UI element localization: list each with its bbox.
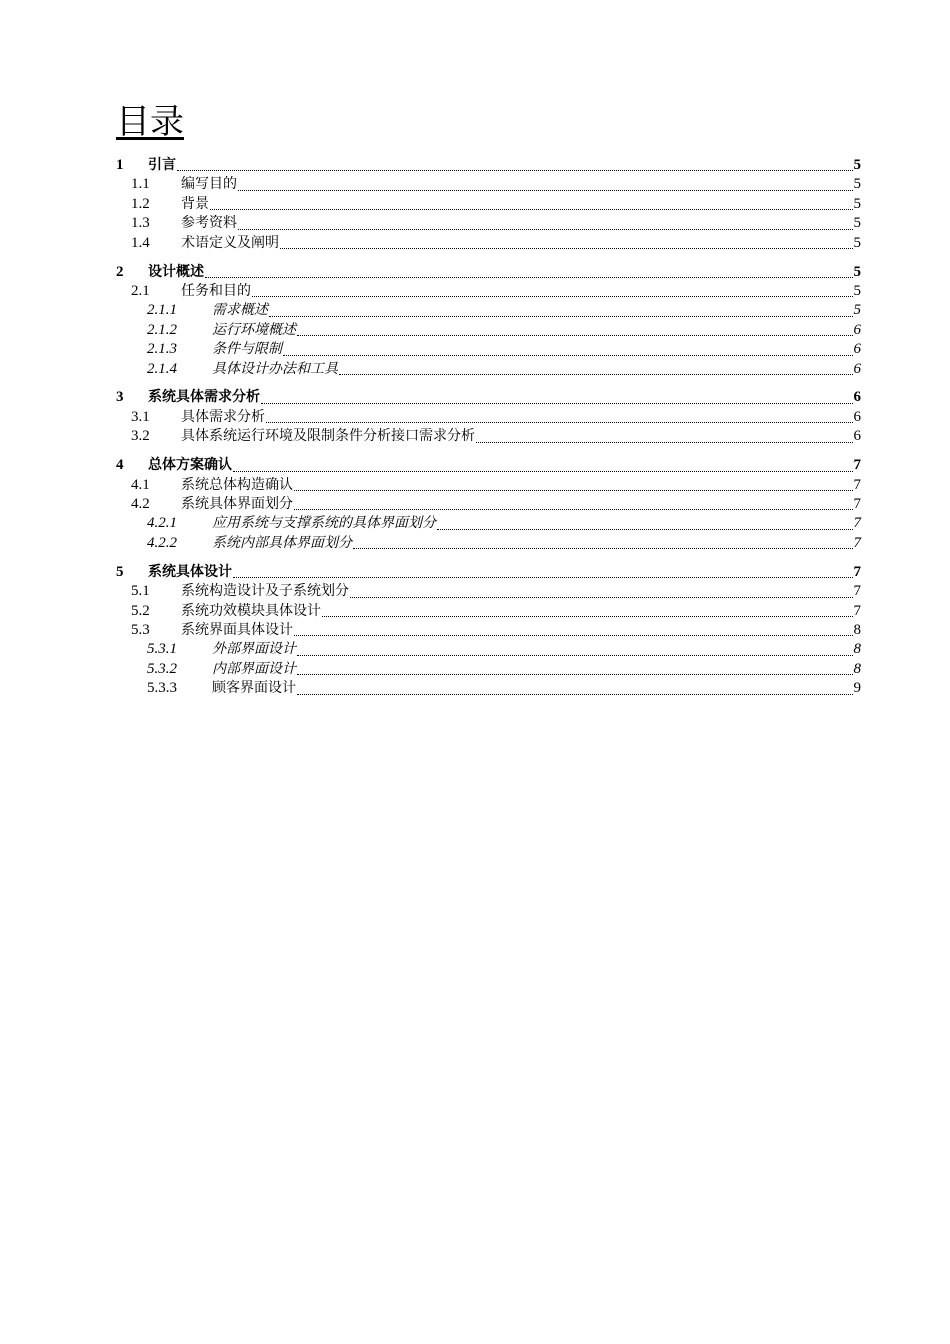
toc-entry-title: 应用系统与支撑系统的具体界面划分	[212, 515, 436, 532]
toc-entry-number: 5.3.3	[147, 680, 177, 697]
toc-dot-leader	[476, 442, 853, 443]
toc-entry-number: 4.2.1	[147, 515, 177, 532]
toc-entry-page: 8	[853, 621, 861, 638]
toc-entry-number: 5.3	[131, 621, 150, 638]
toc-entry-4-2-1[interactable]	[116, 514, 861, 533]
toc-entry-page: 7	[853, 496, 861, 513]
toc-entry-title: 系统具体界面划分	[181, 496, 293, 513]
toc-entry-page: 7	[853, 563, 861, 580]
toc-dot-leader	[297, 335, 853, 336]
toc-entry-1-1[interactable]	[116, 175, 861, 194]
toc-entry-title: 系统构造设计及子系统划分	[181, 583, 349, 600]
toc-entry-page: 6	[853, 389, 861, 406]
toc-dot-leader	[205, 277, 853, 278]
toc-entry-1-3[interactable]	[116, 214, 861, 233]
toc-entry-number: 5.1	[131, 583, 150, 600]
toc-entry-title: 需求概述	[212, 302, 268, 319]
toc-dot-leader	[238, 229, 853, 230]
toc-entry-page: 5	[853, 176, 861, 193]
toc-entry-title: 总体方案确认	[148, 457, 232, 474]
toc-entry-number: 2.1.2	[147, 321, 177, 338]
toc-entry-page: 6	[853, 360, 861, 377]
toc-entry-number: 1.1	[131, 176, 150, 193]
toc-entry-number: 4.1	[131, 476, 150, 493]
toc-entry-3-1[interactable]	[116, 408, 861, 427]
toc-entry-2-1-1[interactable]	[116, 301, 861, 320]
toc-entry-title: 系统具体设计	[148, 563, 232, 580]
toc-entry-number: 2.1	[131, 282, 150, 299]
toc-entry-number: 5.2	[131, 602, 150, 619]
toc-entry-1[interactable]	[116, 156, 861, 175]
toc-entry-title: 具体需求分析	[181, 408, 265, 425]
toc-entry-title: 具体设计办法和工具	[212, 360, 338, 377]
toc-entry-page: 7	[853, 476, 861, 493]
toc-entry-title: 运行环境概述	[212, 321, 296, 338]
toc-entry-1-2[interactable]	[116, 195, 861, 214]
toc-dot-leader	[252, 296, 853, 297]
toc-dot-leader	[294, 490, 853, 491]
toc-dot-leader	[297, 674, 853, 675]
toc-entry-3[interactable]	[116, 388, 861, 407]
table-of-contents	[116, 156, 861, 699]
toc-entry-title: 设计概述	[148, 263, 204, 280]
toc-entry-title: 编写目的	[181, 176, 237, 193]
toc-entry-page: 9	[853, 680, 861, 697]
toc-entry-page: 7	[853, 602, 861, 619]
toc-entry-number: 3.2	[131, 428, 150, 445]
toc-entry-page: 5	[853, 302, 861, 319]
toc-entry-4-2[interactable]	[116, 495, 861, 514]
toc-dot-leader	[339, 374, 853, 375]
toc-dot-leader	[177, 170, 853, 171]
toc-entry-title: 条件与限制	[212, 341, 282, 358]
toc-dot-leader	[233, 471, 853, 472]
toc-entry-2-1-3[interactable]	[116, 340, 861, 359]
toc-entry-number: 1.4	[131, 234, 150, 251]
toc-entry-number: 1.2	[131, 195, 150, 212]
toc-dot-leader	[297, 694, 853, 695]
toc-entry-page: 6	[853, 408, 861, 425]
toc-entry-page: 6	[853, 321, 861, 338]
toc-dot-leader	[280, 248, 853, 249]
toc-entry-page: 5	[853, 157, 861, 173]
toc-entry-page: 5	[853, 195, 861, 212]
toc-entry-1-4[interactable]	[116, 234, 861, 253]
toc-entry-5-2[interactable]	[116, 602, 861, 621]
toc-entry-number: 4.2.2	[147, 534, 177, 551]
toc-entry-title: 具体系统运行环境及限制条件分析接口需求分析	[181, 428, 475, 445]
toc-entry-4-1[interactable]	[116, 476, 861, 495]
toc-entry-title: 背景	[181, 195, 209, 212]
toc-entry-2-1-2[interactable]	[116, 321, 861, 340]
toc-entry-title: 内部界面设计	[212, 660, 296, 677]
toc-entry-number: 2.1.4	[147, 360, 177, 377]
toc-entry-5-3-2[interactable]	[116, 660, 861, 679]
toc-entry-number: 3	[116, 389, 124, 406]
toc-dot-leader	[210, 209, 853, 210]
toc-dot-leader	[294, 635, 853, 636]
toc-entry-number: 4.2	[131, 496, 150, 513]
toc-entry-title: 术语定义及阐明	[181, 234, 279, 251]
toc-entry-title: 引言	[148, 157, 176, 173]
toc-entry-2-1-4[interactable]	[116, 360, 861, 379]
toc-dot-leader	[261, 403, 853, 404]
toc-entry-page: 7	[853, 534, 861, 551]
toc-entry-number: 5.3.1	[147, 641, 177, 658]
toc-entry-number: 2.1.3	[147, 341, 177, 358]
toc-entry-title: 系统功效模块具体设计	[181, 602, 321, 619]
toc-entry-title: 参考资料	[181, 215, 237, 232]
toc-entry-title: 系统界面具体设计	[181, 621, 293, 638]
toc-dot-leader	[233, 577, 853, 578]
toc-entry-3-2[interactable]	[116, 427, 861, 446]
toc-dot-leader	[283, 355, 853, 356]
toc-entry-4-2-2[interactable]	[116, 534, 861, 553]
toc-entry-2-1[interactable]	[116, 282, 861, 301]
toc-entry-2[interactable]	[116, 263, 861, 282]
toc-entry-page: 5	[853, 282, 861, 299]
toc-dot-leader	[294, 509, 853, 510]
toc-entry-page: 8	[853, 641, 861, 658]
toc-entry-number: 1	[116, 157, 124, 173]
toc-entry-5[interactable]	[116, 563, 861, 582]
toc-entry-number: 1.3	[131, 215, 150, 232]
toc-entry-number: 5.3.2	[147, 660, 177, 677]
toc-entry-number: 4	[116, 457, 124, 474]
toc-dot-leader	[238, 190, 853, 191]
toc-entry-page: 7	[853, 583, 861, 600]
toc-dot-leader	[297, 655, 853, 656]
toc-entry-number: 2	[116, 263, 124, 280]
toc-entry-5-3-3[interactable]	[116, 679, 861, 698]
toc-dot-leader	[353, 548, 853, 549]
toc-dot-leader	[350, 597, 853, 598]
toc-entry-title: 顾客界面设计	[212, 680, 296, 697]
toc-entry-title: 系统内部具体界面划分	[212, 534, 352, 551]
toc-dot-leader	[266, 422, 853, 423]
toc-entry-5-3-1[interactable]	[116, 640, 861, 659]
toc-dot-leader	[269, 316, 853, 317]
toc-entry-number: 3.1	[131, 408, 150, 425]
toc-entry-page: 5	[853, 215, 861, 232]
toc-dot-leader	[437, 529, 853, 530]
toc-entry-page: 8	[853, 660, 861, 677]
toc-entry-page: 5	[853, 263, 861, 280]
toc-entry-title: 任务和目的	[181, 282, 251, 299]
toc-entry-page: 5	[853, 234, 861, 251]
toc-entry-5-1[interactable]	[116, 582, 861, 601]
toc-entry-page: 7	[853, 457, 861, 474]
toc-entry-page: 7	[853, 515, 861, 532]
toc-entry-5-3[interactable]	[116, 621, 861, 640]
toc-entry-title: 系统具体需求分析	[148, 389, 260, 406]
toc-entry-page: 6	[853, 428, 861, 445]
toc-entry-title: 外部界面设计	[212, 641, 296, 658]
toc-entry-title: 系统总体构造确认	[181, 476, 293, 493]
toc-entry-number: 5	[116, 563, 124, 580]
toc-entry-number: 2.1.1	[147, 302, 177, 319]
toc-entry-4[interactable]	[116, 456, 861, 475]
toc-entry-page: 6	[853, 341, 861, 358]
toc-dot-leader	[322, 616, 853, 617]
toc-title: 目录	[116, 102, 184, 142]
